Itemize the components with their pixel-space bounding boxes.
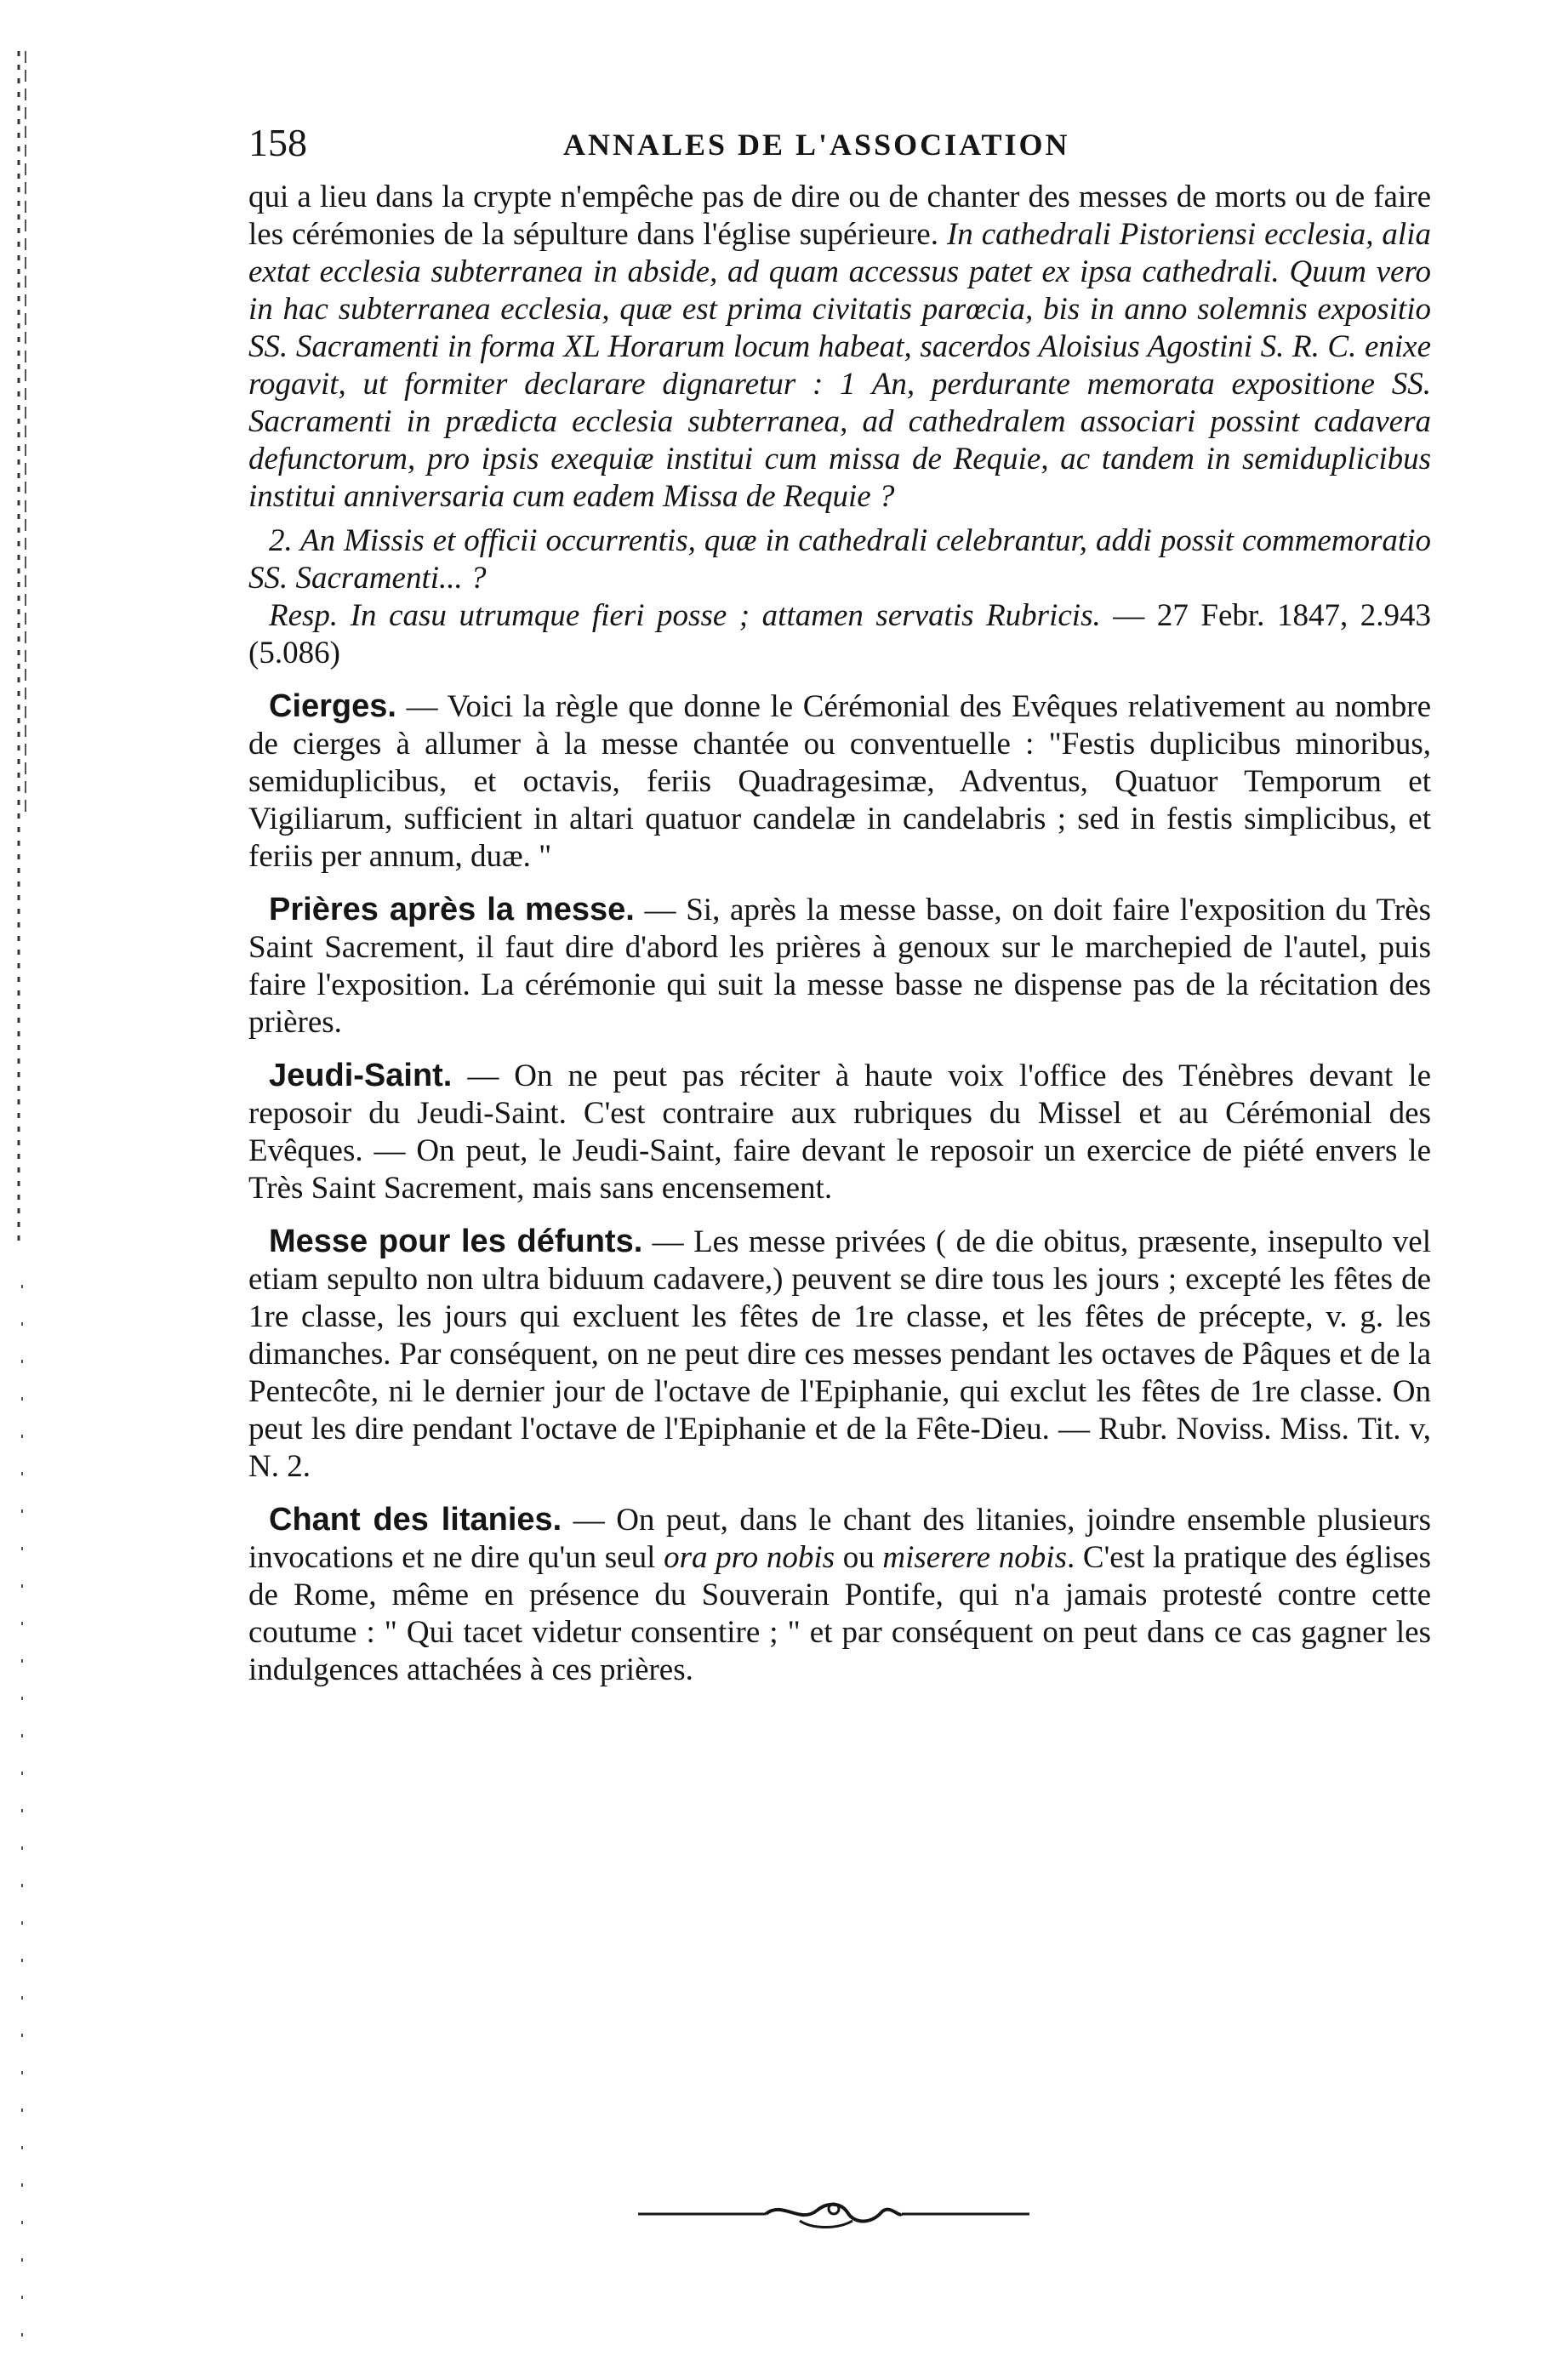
section-heading-cierges: Cierges. [269, 688, 396, 724]
section-heading-messe-defunts: Messe pour les défunts. [269, 1224, 643, 1259]
section-messe-defunts [248, 1223, 1431, 1486]
section-text-cierges: — Voici la règle que donne le Cérémonial des Evêques relativement au nombre de cierges à allumer à la messe chantée ou conventuelle : "Festis duplicibus minoribus, semiduplicibus, et octavis, feriis Quadragesimæ, Adventus, Quatuor Temporum et Vigiliarum, sufficient in altari quatuor candelæ in candelabris ; sed in festis simplicibus, et feriis per annum, duæ. " [248, 689, 1431, 874]
section-text-messe-defunts: — Les messe privées ( de die obitus, præsente, insepulto vel etiam sepulto non ultra biduum cadavere,) peuvent se dire tous les jours ; excepté les fêtes de 1re classe, les jours qui excluent les fêtes de 1re classe, et les fêtes de précepte, v. g. les dimanches. Par conséquent, on ne peut dire ces messes pendant les octaves de Pâques et de la Pentecôte, ni le dernier jour de l'octave de l'Epiphanie, qui exclut les fêtes de 1re classe. On peut les dire pendant l'octave de l'Epiphanie et de la Fête-Dieu. — Rubr. Noviss. Miss. Tit. v, N. 2. [248, 1224, 1432, 1484]
section-heading-prieres: Prières après la messe. [269, 892, 635, 927]
latin-question: In cathedrali Pistoriensi ecclesia, alia extat ecclesia subterranea in abside, ad quam accessus patet ex ipsa cathedrali. Quum vero in hac subterranea ecclesia, quæ est prima civitatis parœcia, bis in anno solemnis expositio SS. Sacramenti in forma XL Horarum locum habeat, sacerdos Aloisius Agostini S. R. C. enixe rogavit, ut formiter declarare dignaretur : 1 An, perdurante memorata expositione SS. Sacramenti in prædicta ecclesia subterranea, ad cathedralem associari possint cadavera defunctorum, pro ipsis exequiæ institui cum missa de Requie, ac tandem in semiduplicibus institui anniversaria cum eadem Missa de Requie ? [248, 217, 1431, 514]
section-text-jeudi-saint: — On ne peut pas réciter à haute voix l'office des Ténèbres devant le reposoir du Jeudi-Saint. C'est contraire aux rubriques du Missel et au Cérémonial des Evêques. — On peut, le Jeudi-Saint, faire devant le reposoir un exercice de piété envers le Très Saint Sacrement, mais sans encensement. [248, 1058, 1431, 1206]
section-heading-chant-litanies: Chant des litanies. [269, 1502, 562, 1538]
latin-miserere-nobis: miserere nobis [882, 1540, 1067, 1575]
page-number: 158 [248, 121, 307, 164]
latin-ora-pro-nobis: ora pro nobis [664, 1540, 835, 1575]
page-body [248, 179, 1431, 1704]
paragraph-response [248, 597, 1431, 672]
section-jeudi-saint [248, 1057, 1431, 1207]
running-title: ANNALES DE L'ASSOCIATION [563, 128, 1070, 162]
paragraph-question-2 [248, 522, 1431, 597]
decree-reference: — 27 Febr. 1847, 2.943 (5.086) [248, 598, 1431, 670]
section-chant-litanies [248, 1501, 1431, 1689]
binding-edge-marks [7, 51, 41, 2348]
tail-piece-ornament-icon [630, 2187, 1038, 2238]
paragraph-text: qui a lieu dans la crypte n'empêche pas de dire ou de chanter des messes de morts ou de faire les cérémonies de la sépulture dans l'église supérieure. [248, 180, 1431, 252]
page-header [248, 119, 1431, 170]
section-text-chant-c: . C'est la pratique des églises de Rome, même en présence du Souverain Pontife, qui n'a jamais protesté contre cette coutume : " Qui tacet videtur consentire ; " et par conséquent on peut dans ce cas gagner les indulgences attachées à ces prières. [248, 1540, 1431, 1687]
section-text-prieres: — Si, après la messe basse, on doit faire l'exposition du Très Saint Sacrement, il faut dire d'abord les prières à genoux sur le marchepied de l'autel, puis faire l'exposition. La cérémonie qui suit la messe basse ne dispense pas de la récitation des prières. [248, 893, 1431, 1040]
paragraph-crypte [248, 179, 1431, 516]
section-prieres [248, 891, 1431, 1041]
latin-question-2: 2. An Missis et officii occurrentis, quæ in cathedrali celebrantur, addi possit commemoratio SS. Sacramenti... ? [248, 523, 1431, 596]
latin-response: Resp. In casu utrumque fieri posse ; attamen servatis Rubricis. [269, 598, 1101, 633]
section-text-chant-b: ou [835, 1540, 883, 1575]
section-cierges [248, 688, 1431, 876]
section-text-chant-a: — On peut, dans le chant des litanies, joindre ensemble plusieurs invocations et ne dire qu'un seul [248, 1503, 1431, 1575]
section-heading-jeudi-saint: Jeudi-Saint. [269, 1058, 453, 1093]
